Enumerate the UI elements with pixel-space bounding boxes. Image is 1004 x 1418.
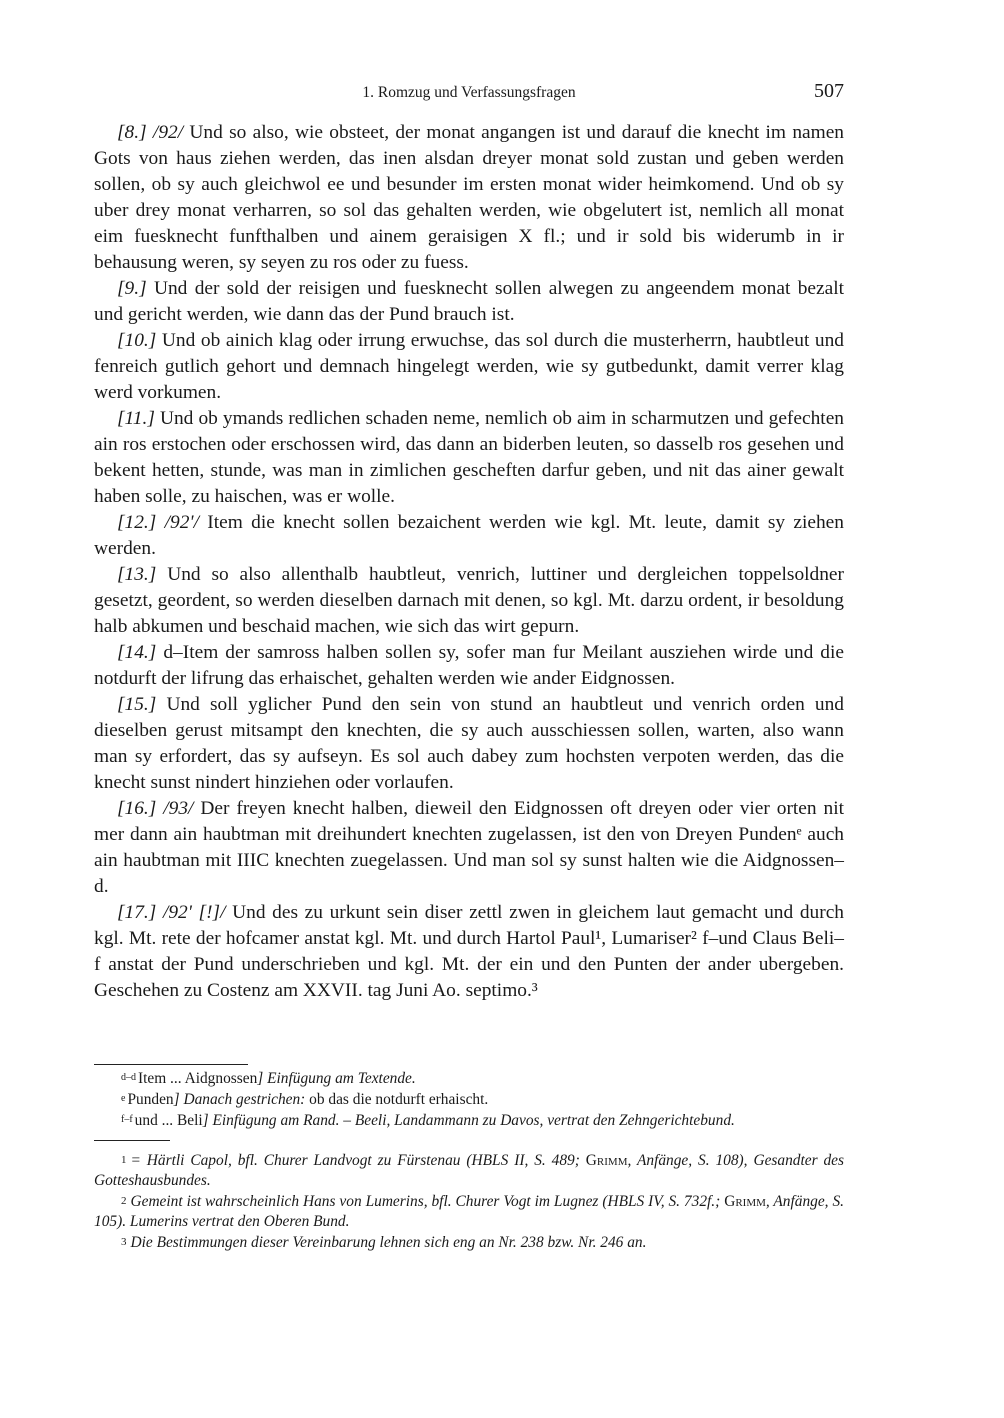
paragraph-12 xyxy=(94,510,844,562)
paragraph-8 xyxy=(94,120,844,276)
paragraph-text: Und so also, wie obsteet, der monat angangen ist und darauf die knecht im namen Gots von haus ziehen werden, das inen alsdan dreyer monat sold zustan und geben werden sollen, ob sy auch gleichwol ee und besunder im ersten monat wider heimkomend. Und ob sy uber drey monat verharren, so sol das gehalten werden, wie obgelutert ist, nemlich all monat eim fuesknecht funfthalben und ainem geraisigen X fl.; und ir sold bis widerumb in ir behausung weren, sy seyen zu ros oder zu fuess. xyxy=(94,122,844,273)
apparatus-entry xyxy=(94,1089,844,1110)
paragraph-15 xyxy=(94,692,844,796)
paragraph-ref: [8.] /92/ xyxy=(117,122,184,143)
paragraph-text: Und der sold der reisigen und fuesknecht sollen alwegen zu angeendem monat bezalt und gericht werden, wie dann das der Pund brauch ist. xyxy=(94,278,844,325)
footnote-divider xyxy=(94,1140,170,1141)
page-number: 507 xyxy=(814,80,844,102)
paragraph-17 xyxy=(94,900,844,1004)
paragraph-ref: [10.] xyxy=(117,330,157,351)
paragraph-text: Item die knecht sollen bezaichent werden wie kgl. Mt. leute, damit sy ziehen werden. xyxy=(94,512,844,559)
footnote-number: 3 xyxy=(121,1236,127,1248)
paragraph-text: Und soll yglicher Pund den sein von stund an haubtleut und venrich orden und dieselben gerust mitsampt den knechten, die sy auch ausschiessen sollen, warten, also wann man sy erfordert, das sy aufseyn. Es sol auch dabey zum hochsten verpoten werden, das die knecht sunst nindert hinziehen oder vorlaufen. xyxy=(94,694,844,793)
paragraph-text: Und des zu urkunt sein diser zettl zwen in gleichem laut gemacht und durch kgl. Mt. rete der hofcamer anstat kgl. Mt. und durch Hartol Paul¹, Lumariser² f–und Claus Beli–f anstat der Pund underschrieben und kgl. Mt. der ein und den Punten der ander ubergeben. Geschehen zu Costenz am XXVII. tag Juni Ao. septimo.³ xyxy=(94,902,844,1001)
footnote-1 xyxy=(94,1150,844,1191)
apparatus-after: ob das die notdurft erhaischt. xyxy=(305,1091,489,1108)
apparatus-divider xyxy=(94,1064,248,1065)
running-head xyxy=(94,80,844,108)
paragraph-text: d–Item der samross halben sollen sy, sofer man fur Meilant ausziehen wirde und die notdurft der lifrung das erhaischet, gehalten werden wie ander Eidgnossen. xyxy=(94,642,844,689)
footnote-text-rest: , Anfänge, S. 108), Gesandter des Gotteshausbundes. xyxy=(94,1152,844,1189)
apparatus-lemma: Punden xyxy=(127,1091,174,1108)
footnote-author: Grimm xyxy=(724,1193,766,1210)
footnote-3 xyxy=(94,1232,844,1253)
paragraph-text: Und so also allenthalb haubtleut, venrich, luttiner und dergleichen toppelsoldner gesetzt, geordent, so werden dieselben darnach mit denen, so kgl. Mt. darzu ordent, ir besoldung halb abkumen und beschaid machen, wie sich das wirt gepurn. xyxy=(94,564,844,637)
paragraph-ref: [13.] xyxy=(117,564,157,585)
paragraph-14 xyxy=(94,640,844,692)
paragraph-text: Und ob ymands redlichen schaden neme, nemlich ob aim in scharmutzen und gefechten ain ros erstochen oder erschossen wird, das dann an biderben leuten, so dasselb ros gesehen und bekent hetten, stunde, was man in zimlichen gescheften darfur geben, und nit das ainer gewalt haben solle, zu haischen, was er wolle. xyxy=(94,408,844,507)
paragraph-ref: [12.] /92'/ xyxy=(117,512,199,533)
paragraph-ref: [14.] xyxy=(117,642,157,663)
paragraph-text: Und ob ainich klag oder irrung erwuchse, das sol durch die musterherrn, haubtleut und fenreich gutlich gehort und demnach hingelegt werden, wie sy gutbedunkt, damit verrer klag werd vorkumen. xyxy=(94,330,844,403)
apparatus-mark: f–f xyxy=(121,1114,133,1125)
text-critical-apparatus xyxy=(94,1068,844,1131)
apparatus-note: ] Danach gestrichen: xyxy=(173,1091,306,1108)
paragraph-ref: [17.] /92' [!]/ xyxy=(117,902,226,923)
apparatus-lemma: und ... Beli xyxy=(134,1112,203,1129)
paragraph-text: Der freyen knecht halben, dieweil den Eidgnossen oft dreyen oder vier orten nit mer dann ain haubtman mit dreihundert knechten zugelassen, ist den von Dreyen Pundenᵉ auch ain haubtman mit IIIC knechten zuegelassen. Und man sol sy sunst halten wie die Aidgnossen–d. xyxy=(94,798,845,897)
paragraph-ref: [15.] xyxy=(117,694,157,715)
footnote-text: Die Bestimmungen dieser Vereinbarung lehnen sich eng an Nr. 238 bzw. Nr. 246 an. xyxy=(130,1234,647,1251)
paragraph-10 xyxy=(94,328,844,406)
footnote-author: Grimm xyxy=(585,1152,628,1169)
footnotes xyxy=(94,1150,844,1253)
apparatus-mark: e xyxy=(121,1093,126,1104)
main-text xyxy=(94,120,844,1004)
apparatus-note: ] Einfügung am Rand. – Beeli, Landammann zu Davos, vertrat den Zehngerichtebund. xyxy=(202,1112,735,1129)
footnote-number: 2 xyxy=(121,1195,127,1207)
footnote-2 xyxy=(94,1191,844,1232)
paragraph-9 xyxy=(94,276,844,328)
paragraph-16 xyxy=(94,796,844,900)
footnote-number: 1 xyxy=(121,1154,127,1166)
paragraph-ref: [16.] /93/ xyxy=(117,798,194,819)
footnote-text: = Härtli Capol, bfl. Churer Landvogt zu Fürstenau (HBLS II, S. 489; xyxy=(130,1152,586,1169)
footnote-text: Gemeint ist wahrscheinlich Hans von Lumerins, bfl. Churer Vogt im Lugnez (HBLS IV, S. 732f.; xyxy=(130,1193,725,1210)
paragraph-13 xyxy=(94,562,844,640)
footnote-text-rest: , Anfänge, S. 105). Lumerins vertrat den Oberen Bund. xyxy=(94,1193,844,1230)
paragraph-ref: [11.] xyxy=(117,408,155,429)
paragraph-ref: [9.] xyxy=(117,278,147,299)
apparatus-entry xyxy=(94,1068,844,1089)
apparatus-entry xyxy=(94,1110,844,1131)
apparatus-mark: d–d xyxy=(121,1072,136,1083)
paragraph-11 xyxy=(94,406,844,510)
chapter-title: 1. Romzug und Verfassungsfragen xyxy=(362,84,576,101)
apparatus-note: ] Einfügung am Textende. xyxy=(257,1070,416,1087)
apparatus-lemma: Item ... Aidgnossen xyxy=(138,1070,258,1087)
